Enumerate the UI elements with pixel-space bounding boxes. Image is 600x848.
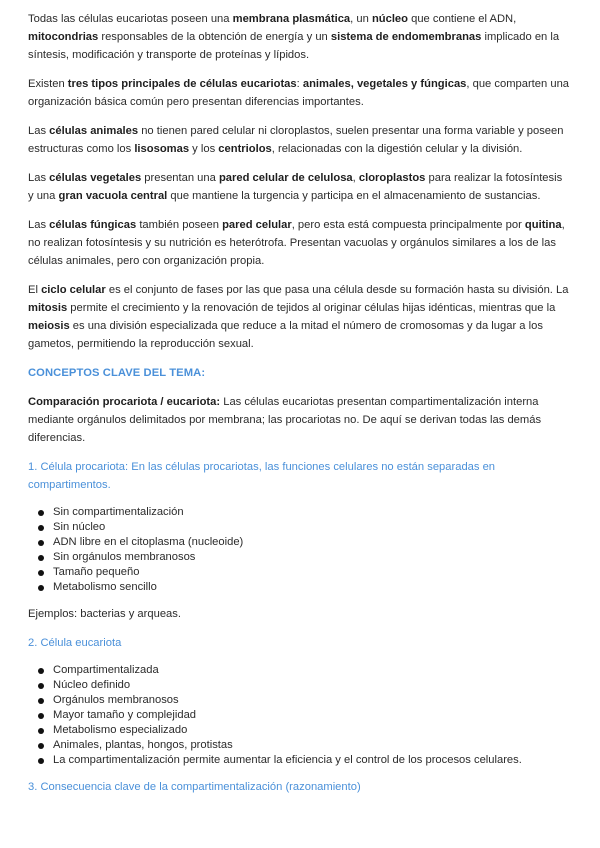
- list-item-text: Orgánulos membranosos: [53, 694, 179, 706]
- text-run: también poseen: [136, 219, 223, 231]
- comparison-paragraph: [28, 393, 570, 447]
- list-item-text: Sin núcleo: [53, 521, 106, 533]
- section2-heading: 2. Célula eucariota: [28, 637, 122, 649]
- text-run: es el conjunto de fases por las que pasa una célula desde su formación hasta su división. La: [105, 284, 569, 296]
- text-run: Las: [28, 172, 50, 184]
- bold-term: Comparación procariota / eucariota:: [28, 396, 221, 408]
- section3-heading: 3. Consecuencia clave de la compartimentalización (razonamiento): [28, 781, 361, 793]
- text-run: ,: [352, 172, 359, 184]
- text-run: Todas las células eucariotas poseen una: [28, 13, 233, 25]
- bullet-icon: [38, 758, 44, 764]
- bullet-icon: [38, 683, 44, 689]
- bullet-icon: [38, 713, 44, 719]
- bold-term: pared celular: [222, 219, 292, 231]
- bold-term: células fúngicas: [49, 219, 137, 231]
- bullet-icon: [38, 698, 44, 704]
- list-item: [38, 723, 570, 738]
- concepts-title: CONCEPTOS CLAVE DEL TEMA:: [28, 367, 206, 379]
- list-item-text: Tamaño pequeño: [53, 566, 140, 578]
- text-run: El: [28, 284, 42, 296]
- bold-term: núcleo: [371, 13, 408, 25]
- list-item: [38, 565, 570, 580]
- text-run: Las células eucariotas presentan compartimentalización interna mediante orgánulos delimitados por membrana; las procariotas no. De aquí se derivan todas las demás diferencias.: [28, 396, 542, 444]
- bold-term: tres tipos principales de células eucariotas: [67, 78, 297, 90]
- text-run: es una división especializada que reduce a la mitad el número de cromosomas y da lugar a los gametos, permitiendo la reproducción sexual.: [28, 320, 543, 350]
- bold-term: lisosomas: [134, 143, 190, 155]
- list-item-text: La compartimentalización permite aumentar la eficiencia y el control de los procesos celulares.: [53, 754, 522, 766]
- list-item: [38, 708, 570, 723]
- bold-term: membrana plasmática: [232, 13, 351, 25]
- bullet-icon: [38, 585, 44, 591]
- text-run: Existen: [28, 78, 68, 90]
- bullet-icon: [38, 525, 44, 531]
- list-item-text: Sin orgánulos membranosos: [53, 551, 196, 563]
- list-item-text: Núcleo definido: [53, 679, 131, 691]
- list-item: [38, 753, 570, 768]
- paragraph: [28, 281, 570, 353]
- bold-term: mitosis: [28, 302, 68, 314]
- text-run: , pero esta está compuesta principalmente por: [291, 219, 525, 231]
- text-run: , relacionadas con la digestión celular y la división.: [271, 143, 523, 155]
- list-item: [38, 580, 570, 595]
- text-run: , un: [350, 13, 372, 25]
- bullet-icon: [38, 555, 44, 561]
- list-item: [38, 693, 570, 708]
- list-item: [38, 550, 570, 565]
- bold-term: pared celular de celulosa: [218, 172, 353, 184]
- bullet-icon: [38, 743, 44, 749]
- paragraph: [28, 169, 570, 205]
- bullet-icon: [38, 540, 44, 546]
- bold-term: mitocondrias: [28, 31, 99, 43]
- text-run: Las: [28, 219, 50, 231]
- text-run: :: [296, 78, 303, 90]
- section2-list: [28, 663, 570, 768]
- bullet-icon: [38, 570, 44, 576]
- list-item: [38, 678, 570, 693]
- list-item: [38, 738, 570, 753]
- bullet-icon: [38, 510, 44, 516]
- text-run: implicado en la síntesis, modificación y transporte de proteínas y lípidos.: [28, 31, 560, 61]
- bold-term: gran vacuola central: [58, 190, 168, 202]
- bullet-icon: [38, 668, 44, 674]
- bold-term: ciclo celular: [41, 284, 106, 296]
- paragraph: [28, 122, 570, 158]
- list-item-text: Compartimentalizada: [53, 664, 159, 676]
- list-item-text: Sin compartimentalización: [53, 506, 184, 518]
- text-run: que mantiene la turgencia y participa en el almacenamiento de sustancias.: [167, 190, 541, 202]
- bold-term: animales, vegetales y fúngicas: [302, 78, 467, 90]
- bold-term: cloroplastos: [358, 172, 426, 184]
- text-run: y los: [189, 143, 219, 155]
- bold-term: células animales: [49, 125, 139, 137]
- list-item: [38, 505, 570, 520]
- list-item-text: Animales, plantas, hongos, protistas: [53, 739, 233, 751]
- list-item-text: ADN libre en el citoplasma (nucleoide): [53, 536, 244, 548]
- bold-term: sistema de endomembranas: [330, 31, 482, 43]
- list-item-text: Metabolismo sencillo: [53, 581, 157, 593]
- text-run: responsables de la obtención de energía y un: [98, 31, 331, 43]
- text-run: , que comparten una organización básica común pero presentan diferencias importantes.: [28, 78, 570, 108]
- list-item-text: Mayor tamaño y complejidad: [53, 709, 197, 721]
- text-run: para realizar la fotosíntesis y una: [28, 172, 563, 202]
- intro-paragraphs: [28, 10, 570, 353]
- paragraph: [28, 75, 570, 111]
- text-run: Las: [28, 125, 50, 137]
- bold-term: células vegetales: [49, 172, 142, 184]
- list-item: [38, 520, 570, 535]
- bold-term: centriolos: [218, 143, 272, 155]
- text-run: , no realizan fotosíntesis y su nutrición es heterótrofa. Presentan vacuolas y orgánulos similares a los de las células animales, pero con organización propia.: [28, 219, 565, 267]
- paragraph: [28, 216, 570, 270]
- list-item: [38, 663, 570, 678]
- text-run: no tienen pared celular ni cloroplastos, suelen presentar una forma variable y poseen estructuras como los: [28, 125, 564, 155]
- section1-heading: 1. Célula procariota: En las células procariotas, las funciones celulares no están separadas en compartimentos.: [28, 461, 496, 491]
- section1-examples: Ejemplos: bacterias y arqueas.: [28, 608, 181, 620]
- text-run: presentan una: [141, 172, 219, 184]
- list-item: [38, 535, 570, 550]
- section1-list: [28, 505, 570, 595]
- paragraph: [28, 10, 570, 64]
- text-run: que contiene el ADN,: [408, 13, 517, 25]
- list-item-text: Metabolismo especializado: [53, 724, 188, 736]
- bold-term: meiosis: [28, 320, 70, 332]
- bullet-icon: [38, 728, 44, 734]
- text-run: permite el crecimiento y la renovación de tejidos al originar células hijas idénticas, mientras que la: [67, 302, 556, 314]
- bold-term: quitina: [524, 219, 562, 231]
